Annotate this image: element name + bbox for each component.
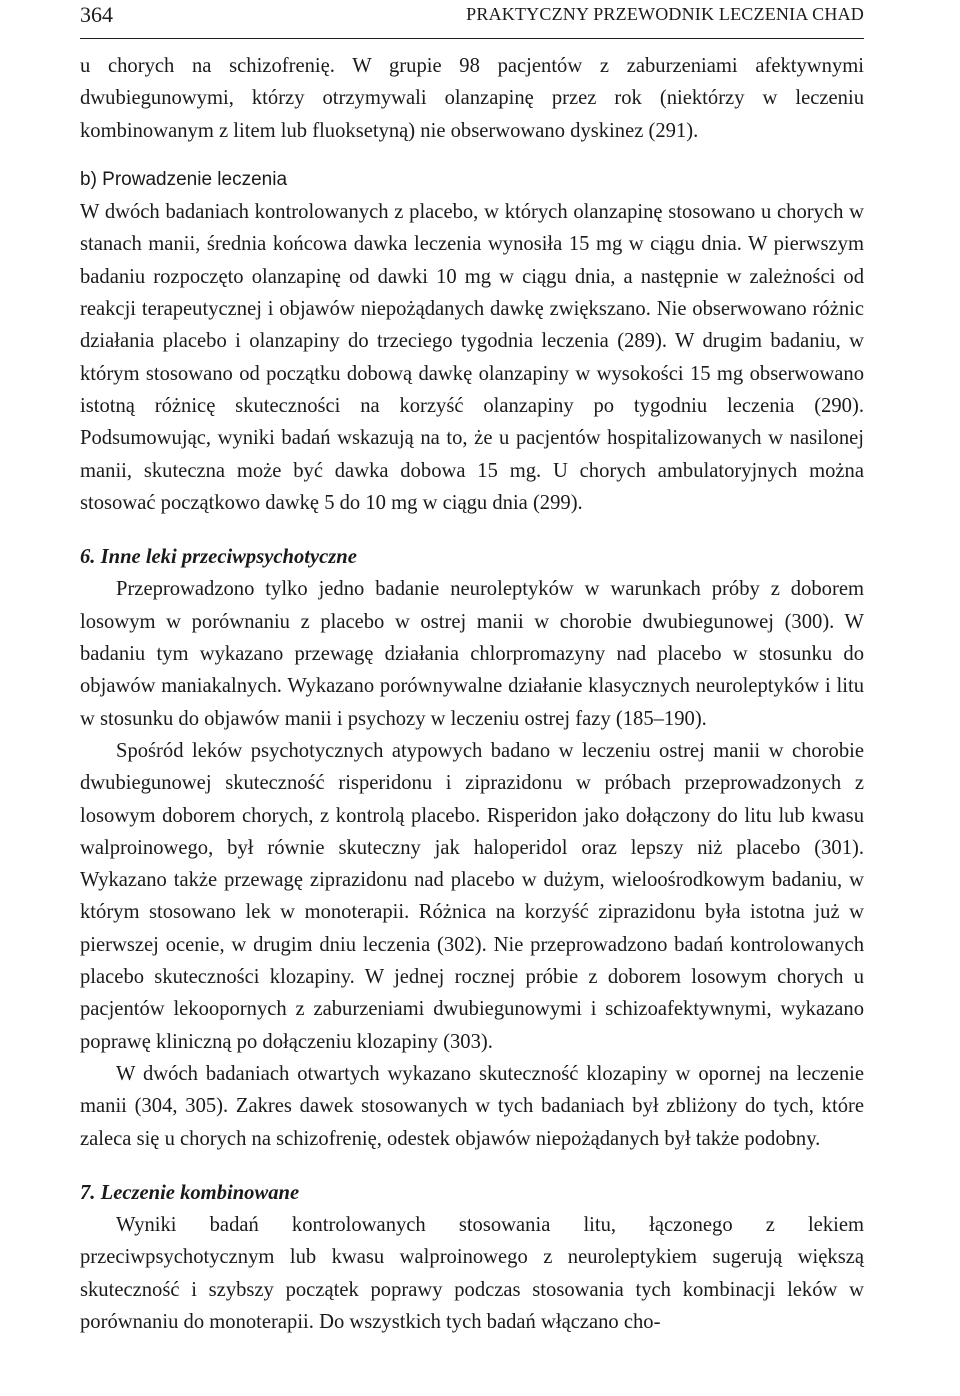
- subsection-heading-b: b) Prowadzenie leczenia: [80, 168, 288, 190]
- paragraph-intro: u chorych na schizofrenię. W grupie 98 pacjentów z zaburzeniami afektywnymi dwubiegunowymi, którzy otrzymywali olanzapinę przez rok (niektórzy w leczeniu kombinowanym z litem lub fluoksetyną) nie obserwowano dyskinez (291).: [80, 55, 864, 142]
- page-number: 364: [80, 2, 113, 27]
- paragraph-6b: Spośród leków psychotycznych atypowych badano w leczeniu ostrej manii w chorobie dwubiegunowej skuteczność risperidonu i ziprazidonu w próbach przeprowadzonych z losowym doborem chorych, z kontrolą placebo. Risperidon jako dołączony do litu lub kwasu walproinowego, był równie skuteczny jak haloperidol oraz lepszy niż placebo (301). Wykazano także przewagę ziprazidonu nad placebo w dużym, wieloośrodkowym badaniu, w którym stosowano lek w monoterapii. Różnica na korzyść ziprazidonu była istotna już w pierwszej ocenie, w drugim dniu leczenia (302). Nie przeprowadzono badań kontrolowanych placebo skuteczności klozapiny. W jednej rocznej próbie z doborem losowym chorych u pacjentów lekoopornych z zaburzeniami dwubiegunowymi i schizoafektywnymi, wykazano poprawę kliniczną po dołączeniu klozapiny (303).: [80, 739, 864, 1053]
- section-number-7: 7.: [80, 1181, 96, 1204]
- section-number-6: 6.: [80, 546, 96, 569]
- section-heading-6: [80, 541, 864, 573]
- running-head: PRAKTYCZNY PRZEWODNIK LECZENIA CHAD: [466, 4, 864, 24]
- section-heading-7: [80, 1177, 864, 1209]
- paragraph-7: Wyniki badań kontrolowanych stosowania litu, łączonego z lekiem przeciwpsychotycznym lub kwasu walproinowego z neuroleptykiem sugerują większą skuteczność i szybszy początek poprawy podczas stosowania tych kombinacji leków w porównaniu do monoterapii. Do wszystkich tych badań włączano cho-: [80, 1214, 864, 1333]
- section-title-7: Leczenie kombinowane: [100, 1181, 300, 1204]
- paragraph-b: W dwóch badaniach kontrolowanych z placebo, w których olanzapinę stosowano u chorych w stanach manii, średnia końcowa dawka leczenia wynosiła 15 mg w ciągu dnia. W pierwszym badaniu rozpoczęto olanzapinę od dawki 10 mg w ciągu dnia, a następnie w zależności od reakcji terapeutycznej i objawów niepożądanych dawkę zwiększano. Nie obserwowano różnic działania placebo i olanzapiny do trzeciego tygodnia leczenia (289). W drugim badaniu, w którym stosowano od początku dobową dawkę olanzapiny w wysokości 15 mg obserwowano istotną różnicę skuteczności na korzyść olanzapiny po tygodniu leczenia (290). Podsumowując, wyniki badań wskazują na to, że u pacjentów hospitalizowanych w nasilonej manii, skuteczna może być dawka dobowa 15 mg. U chorych ambulatoryjnych można stosować początkowo dawkę 5 do 10 mg w ciągu dnia (299).: [80, 201, 864, 514]
- paragraph-6c: W dwóch badaniach otwartych wykazano skuteczność klozapiny w opornej na leczenie manii (304, 305). Zakres dawek stosowanych w tych badaniach był zbliżony do tych, które zaleca się u chorych na schizofrenię, odestek objawów niepożądanych był także podobny.: [80, 1062, 864, 1150]
- page-header: [80, 0, 864, 39]
- paragraph-6a: Przeprowadzono tylko jedno badanie neuroleptyków w warunkach próby z doborem losowym w porównaniu z placebo w ostrej manii w chorobie dwubiegunowej (300). W badaniu tym wykazano przewagę działania chlorpromazyny nad placebo w stosunku do objawów maniakalnych. Wykazano porównywalne działanie klasycznych neuroleptyków i litu w stosunku do objawów manii i psychozy w leczeniu ostrej fazy (185–190).: [80, 578, 864, 730]
- section-title-6: Inne leki przeciwpsychotyczne: [100, 546, 357, 569]
- body-text: [80, 50, 864, 1338]
